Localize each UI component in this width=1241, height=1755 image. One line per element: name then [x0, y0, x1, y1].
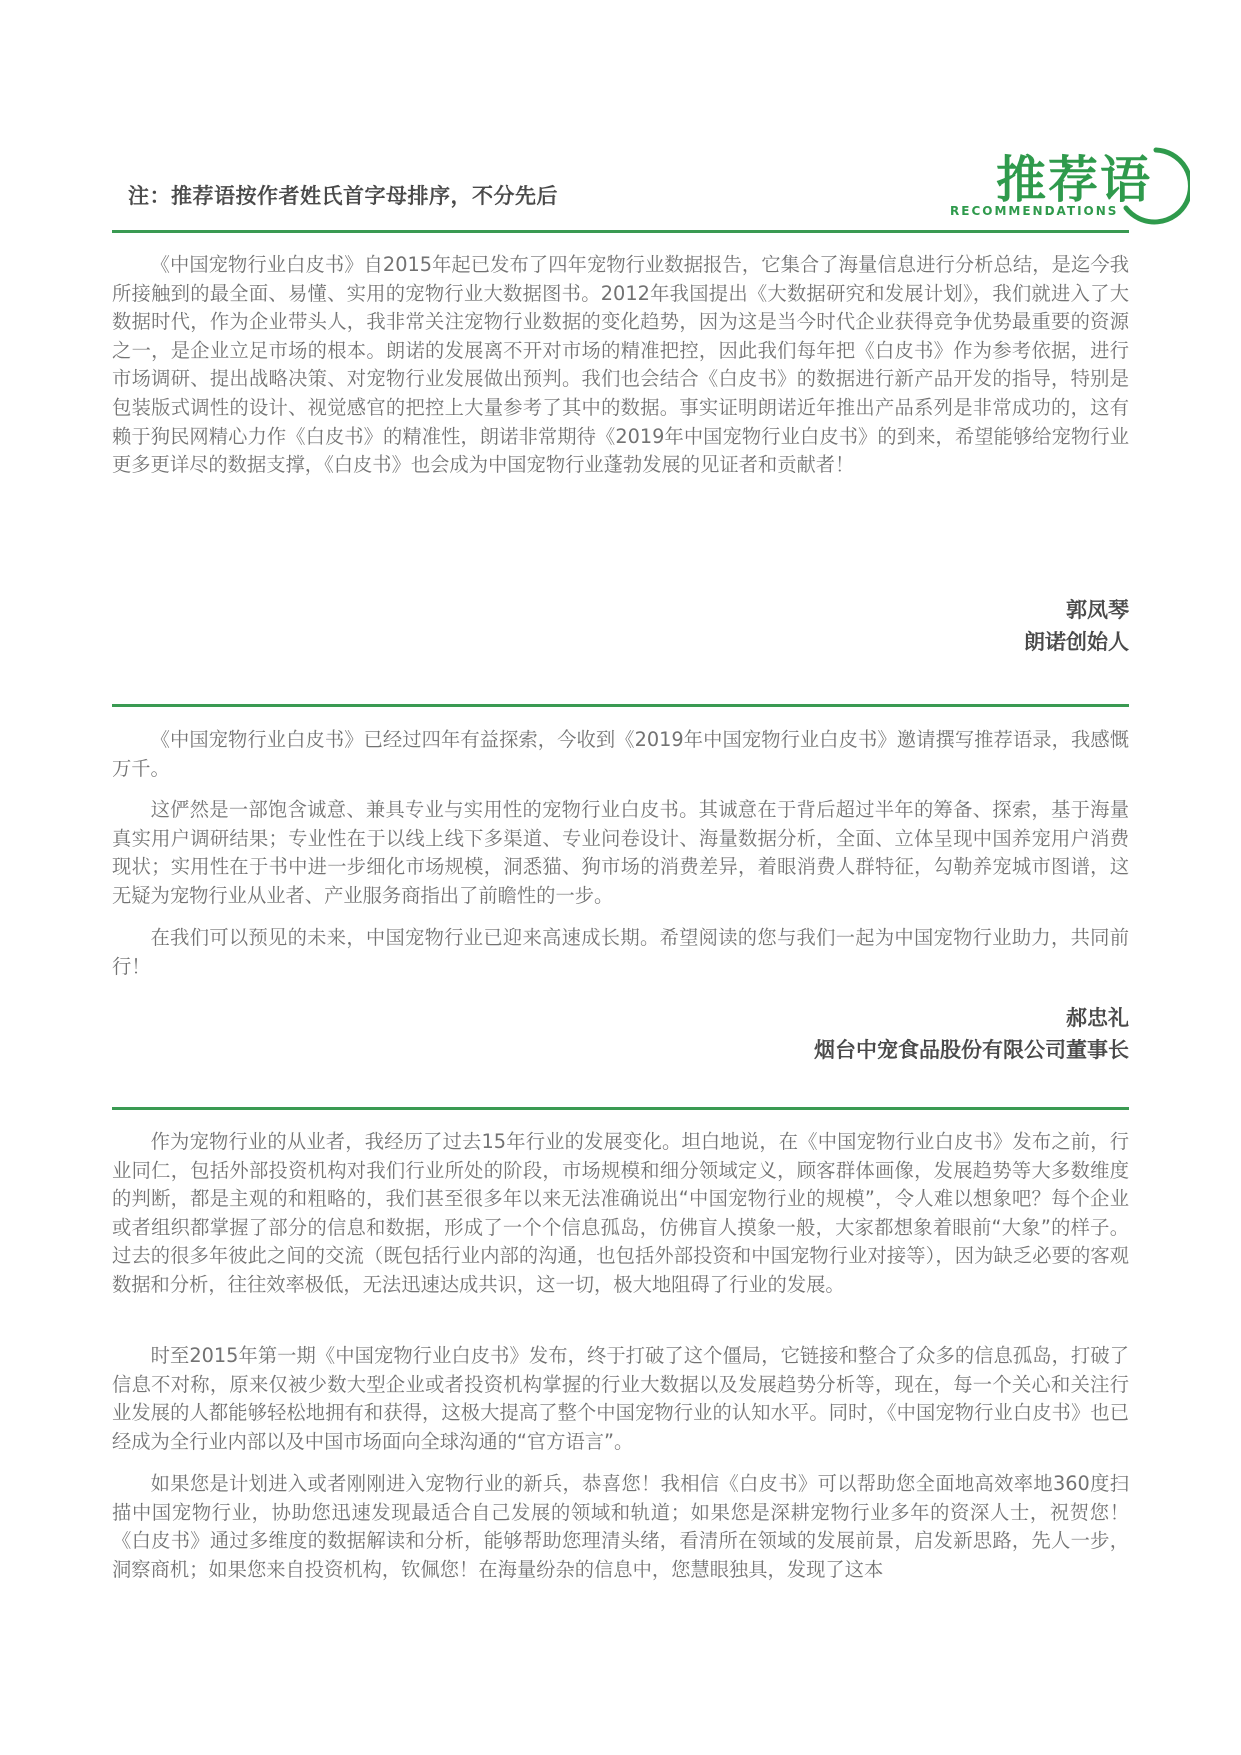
section-2-paragraph-2: 这俨然是一部饱含诚意、兼具专业与实用性的宠物行业白皮书。其诚意在于背后超过半年的筹备、探索，基于海量真实用户调研结果；专业性在于以线上线下多渠道、专业问卷设计、海量数据分析，全面、立体呈现中国养宠用户消费现状；实用性在于书中进一步细化市场规模，洞悉猫、狗市场的消费差异，着眼消费人群特征，勾勒养宠城市图谱，这无疑为宠物行业从业者、产业服务商指出了前瞻性的一步。	[112, 798, 1129, 907]
recommendations-header	[950, 140, 1190, 240]
section-1-author: 郭凤琴	[1066, 598, 1129, 622]
section-1-signature	[1024, 594, 1129, 658]
brand-subtitle: RECOMMENDATIONS	[950, 204, 1119, 218]
section-2-paragraph-3: 在我们可以预见的未来，中国宠物行业已迎来高速成长期。希望阅读的您与我们一起为中国宠物行业助力，共同前行！	[112, 926, 1129, 978]
section-1-author-title: 朗诺创始人	[1024, 630, 1129, 654]
section-2-signature	[814, 1002, 1129, 1066]
section-3-paragraph-3: 如果您是计划进入或者刚刚进入宠物行业的新兵，恭喜您！我相信《白皮书》可以帮助您全面地高效率地360度扫描中国宠物行业，协助您迅速发现最适合自己发展的领域和轨道；如果您是深耕宠物行业多年的资深人士，祝贺您！《白皮书》通过多维度的数据解读和分析，能够帮助您理清头绪，看清所在领域的发展前景，启发新思路，先人一步，洞察商机；如果您来自投资机构，钦佩您！在海量纷杂的信息中，您慧眼独具，发现了这本	[112, 1472, 1129, 1581]
section-2-author-title: 烟台中宠食品股份有限公司董事长	[814, 1038, 1129, 1062]
section-2-author: 郝忠礼	[1066, 1006, 1129, 1030]
brand-title: 推荐语	[996, 151, 1152, 209]
ordering-note: 注：推荐语按作者姓氏首字母排序，不分先后	[128, 184, 558, 208]
section-3-paragraph-1: 作为宠物行业的从业者，我经历了过去15年行业的发展变化。坦白地说，在《中国宠物行业白皮书》发布之前，行业同仁，包括外部投资机构对我们行业所处的阶段，市场规模和细分领域定义，顾客群体画像，发展趋势等大多数维度的判断，都是主观的和粗略的，我们甚至很多年以来无法准确说出“中国宠物行业的规模”，令人难以想象吧？每个企业或者组织都掌握了部分的信息和数据，形成了一个个信息孤岛，仿佛盲人摸象一般，大家都想象着眼前“大象”的样子。过去的很多年彼此之间的交流（既包括行业内部的沟通，也包括外部投资和中国宠物行业对接等），因为缺乏必要的客观数据和分析，往往效率极低，无法迅速达成共识，这一切，极大地阻碍了行业的发展。	[112, 1130, 1129, 1296]
section-3-paragraph-2: 时至2015年第一期《中国宠物行业白皮书》发布，终于打破了这个僵局，它链接和整合了众多的信息孤岛，打破了信息不对称，原来仅被少数大型企业或者投资机构掌握的行业大数据以及发展趋势分析等，现在，每一个关心和关注行业发展的人都能够轻松地拥有和获得，这极大提高了整个中国宠物行业的认知水平。同时，《中国宠物行业白皮书》也已经成为全行业内部以及中国市场面向全球沟通的“官方语言”。	[112, 1344, 1129, 1453]
section-divider	[112, 704, 1129, 707]
section-2-paragraph-1: 《中国宠物行业白皮书》已经过四年有益探索，今收到《2019年中国宠物行业白皮书》邀请撰写推荐语录，我感慨万千。	[112, 728, 1129, 780]
section-1-paragraph-1: 《中国宠物行业白皮书》自2015年起已发布了四年宠物行业数据报告，它集合了海量信息进行分析总结，是迄今我所接触到的最全面、易懂、实用的宠物行业大数据图书。2012年我国提出《大数据研究和发展计划》，我们就进入了大数据时代，作为企业带头人，我非常关注宠物行业数据的变化趋势，因为这是当今时代企业获得竞争优势最重要的资源之一，是企业立足市场的根本。朗诺的发展离不开对市场的精准把控，因此我们每年把《白皮书》作为参考依据，进行市场调研、提出战略决策、对宠物行业发展做出预判。我们也会结合《白皮书》的数据进行新产品开发的指导，特别是包装版式调性的设计、视觉感官的把控上大量参考了其中的数据。事实证明朗诺近年推出产品系列是非常成功的，这有赖于狗民网精心力作《白皮书》的精准性，朗诺非常期待《2019年中国宠物行业白皮书》的到来，希望能够给宠物行业更多更详尽的数据支撑，《白皮书》也会成为中国宠物行业蓬勃发展的见证者和贡献者！	[112, 253, 1129, 477]
section-divider	[112, 230, 1129, 233]
section-divider	[112, 1107, 1129, 1110]
